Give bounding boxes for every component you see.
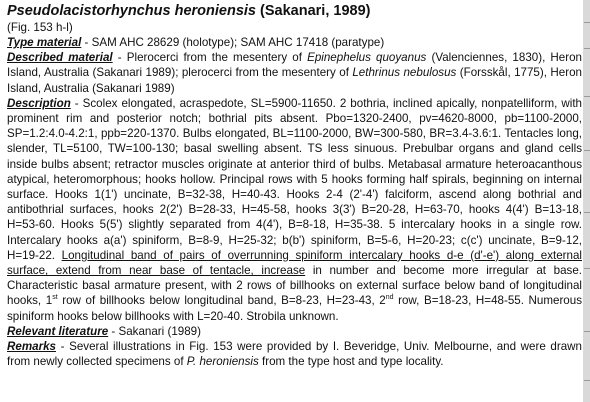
ordinal-suffix-1: st	[52, 294, 58, 302]
type-material-paragraph	[7, 35, 582, 50]
edge-mark	[584, 268, 590, 269]
remarks-paragraph	[7, 339, 582, 369]
edge-mark	[584, 212, 590, 213]
edge-mark	[584, 331, 590, 332]
edge-mark	[584, 380, 590, 381]
described-material-text-2: (Valenciennes, 1830), Heron Island, Australia (Sakanari 1989); plerocerci from the mesentery of	[7, 51, 583, 80]
species-authority: (Sakanari, 1989)	[260, 3, 371, 19]
species-name: Pseudolacistorhynchus heroniensis	[7, 3, 256, 19]
adjacent-page-edge	[583, 0, 590, 402]
edge-mark	[584, 22, 590, 23]
relevant-literature-text: - Sakanari (1989)	[108, 324, 201, 338]
ordinal-suffix-2: nd	[385, 294, 394, 302]
species-entry	[7, 3, 582, 369]
described-material-paragraph	[7, 50, 582, 96]
remarks-species-name: P. heroniensis	[186, 355, 259, 369]
type-material-text: - SAM AHC 28629 (holotype); SAM AHC 17418 (paratype)	[81, 36, 385, 49]
described-material-text-3: (Forsskål, 1775), Heron Island, Australia (Sakanari 1989)	[7, 66, 582, 95]
relevant-literature-paragraph	[7, 324, 582, 339]
host-name-2: Lethrinus nebulosus	[352, 66, 457, 80]
species-heading	[7, 3, 582, 20]
description-text-3: in number and become more irregular at base. Characteristic basal armature present, with 2 rows of billhooks on external surface below band of longitudinal hooks, 1	[7, 264, 582, 308]
described-material-text-1: - Plerocerci from the mesentery of	[112, 51, 308, 65]
remarks-text-1: - Several illustrations in Fig. 153 were provided by I. Beveridge, Univ. Melbourne, and were drawn from newly collected specimens of	[7, 340, 582, 369]
edge-mark	[584, 96, 590, 97]
type-material-label: Type material	[7, 36, 82, 49]
host-name-1: Epinephelus quoyanus	[307, 51, 427, 65]
described-material-label: Described material	[7, 51, 113, 65]
remarks-text-2: from the type host and type locality.	[258, 355, 444, 369]
edge-mark	[584, 48, 590, 49]
description-underlined-text: Longitudinal band of pairs of overrunning spiniform intercalary hooks d-e (d'-e') along external surface, extend from near base of tentacle, increase	[7, 248, 582, 278]
description-text-4: row of billhooks below longitudinal band, B=8-23, H=23-43, 2	[57, 294, 386, 308]
description-label: Description	[7, 96, 71, 110]
figure-reference: (Fig. 153 h-l)	[7, 21, 73, 34]
remarks-label: Remarks	[7, 340, 56, 354]
description-text-5: row, B=18-23, H=48-55. Numerous spiniform hooks below billhooks with L=20-40. Strobila unknown.	[7, 294, 583, 323]
edge-mark	[584, 150, 590, 151]
description-text-1: - Scolex elongated, acraspedote, SL=5900-11650. 2 bothria, inclined apically, nonpatelliform, with prominent rim and posterior notch; bothrial pits absent. Pbo=1320-2400, pv=4620-8000, pb=1100-2000, SP=1.2:4.0-4.2:1, ppb=220-1370. Bulbs elongated, BL=1100-2000, BW=300-580, BR=3.4-3.6:1. Tentacles long, slender, TL=5100, TW=100-130; basal swelling absent. TS less sinuous. Prebulbar organs and gland cells inside bulbs absent; retractor muscles originate at anterior third of bulbs. Metabasal armature heteroacanthous atypical, heteromorphous; hooks hollow. Principal rows with 5 hooks forming half spirals, beginning on internal surface. Hooks 1(1') uncinate, B=32-38, H=40-43. Hooks 2-4 (2'-4') falciform, ascend along bothrial and antibothrial surfaces, hooks 2(2') B=28-33, H=45-58, hooks 3(3') B=20-28, H=63-70, hooks 4(4') B=13-18, H=53-60. Hooks 5(5') slightly separated from 4(4'), B=8-18, H=35-38. 5 intercalary hooks in a single row. Intercalary hooks a(a') spiniform, B=8-9, H=25-32; b(b') spiniform, B=5-6, H=20-23; c(c') uncinate, B=9-12, H=19-22.	[7, 96, 582, 262]
relevant-literature-label: Relevant literature	[7, 324, 109, 338]
description-paragraph	[7, 96, 582, 324]
